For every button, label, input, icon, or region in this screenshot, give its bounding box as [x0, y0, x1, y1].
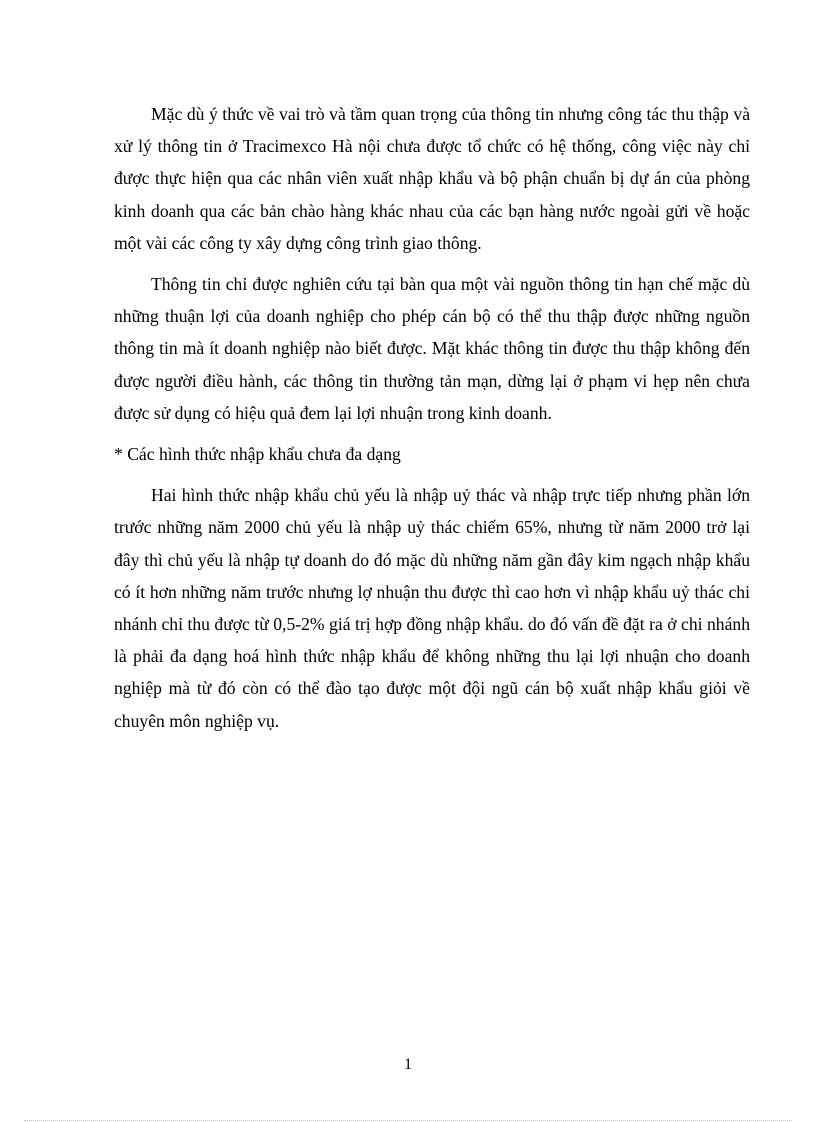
- paragraph-import-forms: Hai hình thức nhập khẩu chủ yếu là nhập uỷ thác và nhập trực tiếp nhưng phần lớn trước những năm 2000 chủ yếu là nhập uỷ thác chiếm 65%, nhưng từ năm 2000 trở lại đây thì chủ yếu là nhập tự doanh do đó mặc dù những năm gần đây kim ngạch nhập khẩu có ít hơn những năm trước nhưng lợ nhuận thu được thì cao hơn vì nhập khẩu uỷ thác chi nhánh chỉ thu được từ 0,5-2% giá trị hợp đồng nhập khẩu. do đó vấn đề đặt ra ở chi nhánh là phải đa dạng hoá hình thức nhập khẩu để không những thu lại lợi nhuận cho doanh nghiệp mà từ đó còn có thể đào tạo được một đội ngũ cán bộ xuất nhập khẩu giỏi về chuyên môn nghiệp vụ.: [114, 485, 750, 731]
- page-bottom-divider: [24, 1120, 792, 1121]
- paragraph-information-handling: Mặc dù ý thức về vai trò và tầm quan trọng của thông tin nhưng công tác thu thập và xử lý thông tin ở Tracimexco Hà nội chưa được tổ chức có hệ thống, công việc này chỉ được thực hiện qua các nhân viên xuất nhập khẩu và bộ phận chuẩn bị dự án của phòng kinh doanh qua các bản chào hàng khác nhau của các bạn hàng nước ngoài gửi về hoặc một vài các công ty xây dựng công trình giao thông.: [114, 104, 750, 253]
- page-number: 1: [404, 1056, 412, 1073]
- section-heading: * Các hình thức nhập khẩu chưa đa dạng: [114, 444, 401, 465]
- document-body: [114, 98, 750, 746]
- paragraph-information-research: Thông tin chỉ được nghiên cứu tại bàn qua một vài nguồn thông tin hạn chế mặc dù những thuận lợi của doanh nghiệp cho phép cán bộ có thể thu thập được những nguồn thông tin mà ít doanh nghiệp nào biết được. Mặt khác thông tin được thu thập không đến được người điều hành, các thông tin thường tản mạn, dừng lại ở phạm vi hẹp nên chưa được sử dụng có hiệu quả đem lại lợi nhuận trong kinh doanh.: [114, 274, 750, 423]
